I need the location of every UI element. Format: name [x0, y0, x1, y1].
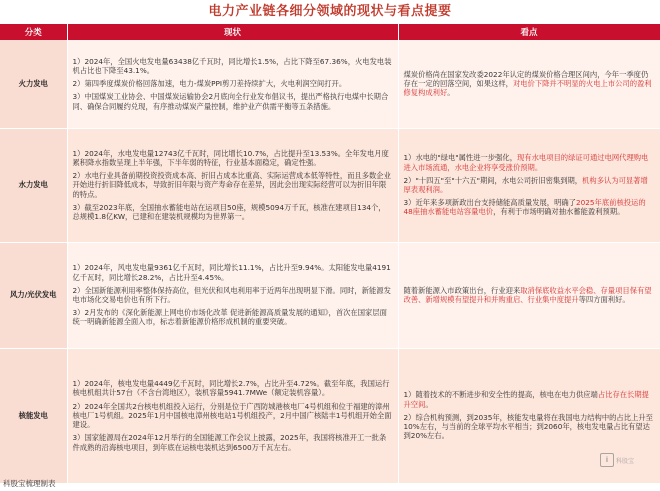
status-paragraph: 2）水电行业具备前期投资投资成本高、折旧占成本比重高、实际运营成本低等特性，而且多数企业开始进行折旧降低成本，导致折旧年限与资产寿命存在差异，因此会出现实际经营可以为折旧年限的特点。 [72, 171, 391, 199]
category-cell: 核能发电 [0, 348, 67, 483]
highlight-paragraph [404, 153, 655, 171]
highlight-paragraph [404, 198, 655, 216]
highlight-paragraph [404, 413, 655, 441]
highlight-emphasis: 2025年底前核投运的48座抽水蓄能电站容量电价 [403, 198, 646, 217]
source-note: 科股宝梳理制表 [3, 479, 56, 488]
category-cell: 水力发电 [0, 128, 67, 242]
highlight-text: 等四方面利好。 [578, 295, 630, 304]
highlight-emphasis: 对电价下降并不明显的火电上市公司的盈利修复构成利好 [403, 79, 652, 98]
header-category: 分类 [0, 24, 67, 40]
status-paragraph: 1）2024年，风电发电量9361亿千瓦时，同比增长11.1%，占比升至9.94%。太阳能发电量4191亿千瓦时，同比增长28.2%，占比升至4.45%。 [72, 263, 391, 282]
summary-table [0, 24, 660, 484]
highlight-text: 随着新能源入市政策出台，行业迎来 [403, 285, 521, 295]
status-paragraph: 3）国家能源局在2024年12月举行的全国能源工作会议上披露，2025年，我国将核准开工一批条件成熟的沿海核电项目，到年底在运核电装机达到6500万千瓦左右。 [72, 433, 387, 452]
status-cell [67, 128, 398, 242]
highlight-text: 1）随着技术的不断进步和安全性的提高，核电在电力供应端 [403, 390, 598, 400]
category-cell: 风力/光伏发电 [0, 242, 67, 348]
highlight-text: ，有利于市场明确对抽水蓄能盈利预期。 [493, 207, 625, 217]
highlight-emphasis: 机构多认为可显著增厚表观利润。 [403, 175, 648, 194]
status-paragraph: 2）第四季度煤炭价格回落加速，电力-煤炭PPI剪刀差持续扩大，火电利润空间打开。 [72, 79, 347, 89]
header-row [0, 24, 660, 40]
status-paragraph: 3）截至2023年底，全国抽水蓄能电站在运项目50座，规模5094万千瓦，核准在建项目134个，总规模1.8亿KW，已建和在建装机规模均为世界第一。 [72, 202, 386, 221]
highlight-emphasis: 取消保底收益水平会稳、存量项目保有望改善、新增规模有望提升和并购重启、行业集中度提升 [403, 285, 652, 304]
highlight-text: 1）水电的"绿电"属性进一步强化， [403, 153, 518, 163]
highlight-paragraph [404, 176, 655, 194]
highlight-paragraph [404, 390, 655, 408]
status-cell [67, 242, 398, 348]
category-cell: 火力发电 [0, 40, 67, 128]
table-row [0, 128, 660, 242]
status-paragraph: 3）2月发布的《深化新能源上网电价市场化改革 促进新能源高质量发展的通知》，首次在国家层面统一明确新能源全面入市，标志着新能源价格形成机制的重要突破。 [72, 308, 387, 327]
status-paragraph: 2）2024年全国共2台核电机组投入运行，分别是位于广西防城港核电厂4号机组和位于福建的漳州核电厂1号机组。2025年1月中国核电漳州核电站1号机组投产，2月中国广核陆丰1号机组开始全面建设。 [72, 401, 392, 430]
page-title: 电力产业链各细分领域的现状与看点提要 [208, 4, 452, 19]
highlight-text: 。 [447, 88, 455, 98]
header-status: 现状 [67, 24, 398, 40]
watermark-text: 科股宝 [616, 457, 635, 465]
status-paragraph: 1）2024年，水电发电量12743亿千瓦时，同比增长10.7%，占比提升至13.53%。全年发电月度累积降水指数呈现上半年强，下半年弱的特征，行业基本面稳定，确定性强。 [72, 148, 389, 167]
highlights-cell [398, 128, 660, 242]
highlight-text: 煤炭价格尚在国家发改委2022年认定的煤炭价格合理区间内，今年一季度仍存在一定的回落空间，如果这样， [403, 69, 649, 89]
table-row [0, 242, 660, 348]
highlight-text: 2）"十四五"至"十六五"期间，水电公司折旧密集到期， [403, 175, 583, 185]
highlights-cell [398, 40, 660, 128]
highlights-cell [398, 242, 660, 348]
status-cell [67, 348, 398, 483]
watermark [600, 453, 634, 467]
highlight-emphasis: 占比存在长期提升空间 [403, 390, 649, 409]
status-paragraph: 1）2024年，全国火电发电量63438亿千瓦时，同比增长1.5%，占比下降至67.36%，火电发电装机占比也下降至43.1%。 [72, 56, 392, 75]
highlight-text: 2）综合机构预测，到2035年，核能发电量将在我国电力结构中的占比上升至10%左右，与当前的全球平均水平相当；到2060年，核电发电量占比有望达到20%左右。 [403, 412, 653, 441]
status-cell [67, 40, 398, 128]
highlight-emphasis: 现有水电项目的绿证可通过电网代理购电进入市场流通，水电企业将享受涨价预期。 [403, 153, 649, 172]
status-paragraph: 2）全国新能源利用率整体保持高位，但光伏和风电利用率于近两年出现明显下滑。同时，新能源发电市场化交易电价也有所下行。 [72, 285, 391, 304]
status-paragraph: 3）中国煤炭工业协会、中国煤炭运输协会2月底向全行业发布倡议书，提出严格执行电煤中长期合同、确保合同履约兑现，有序推动煤炭产量控制，维护业产供需平衡等五条措施。 [72, 92, 389, 111]
highlight-text: 3）近年来多项新政出台支持储能高质量发展，明确了 [403, 198, 576, 208]
table-row [0, 348, 660, 483]
header-highlights: 看点 [398, 24, 660, 40]
highlight-paragraph [404, 286, 655, 304]
highlight-paragraph [404, 70, 655, 98]
status-paragraph: 1）2024年，核电发电量4449亿千瓦时，同比增长2.7%，占比升至4.72%。截至年底，我国运行核电机组共计57台（不含台湾地区），装机容量5941.7MWe（额定装机容量）。 [72, 379, 390, 398]
brand-logo-icon: i [600, 453, 614, 467]
table-row [0, 40, 660, 128]
highlight-text: 。 [425, 399, 433, 409]
